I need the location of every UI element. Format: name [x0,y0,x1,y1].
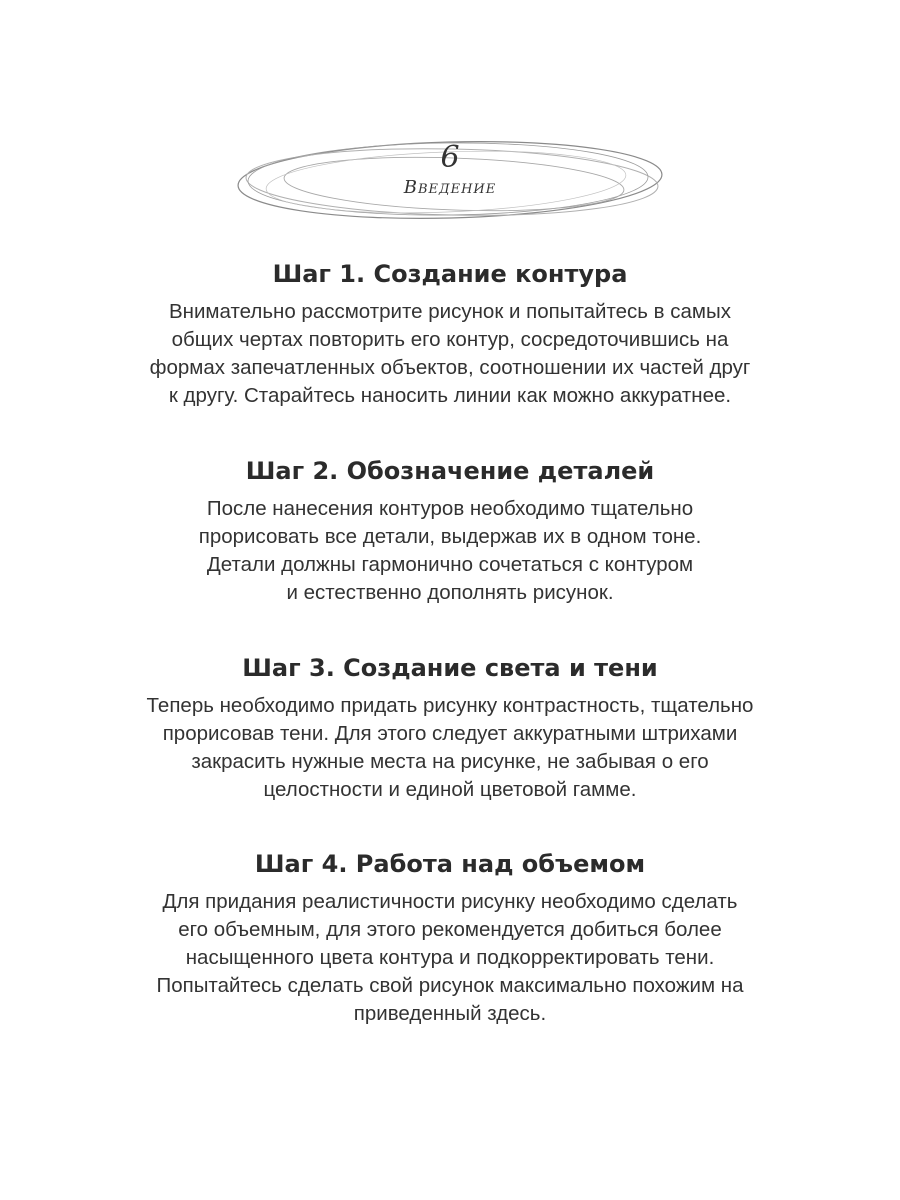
step-title: Шаг 3. Создание света и тени [242,654,658,682]
section-label: Введение [403,177,497,198]
step-text [100,298,800,410]
text-line: общих чертах повторить его контур, сосредоточившись на [171,328,729,351]
text-line: прорисовать все детали, выдержав их в одном тоне. [198,525,702,548]
step-text [100,495,800,607]
step-section [100,650,800,804]
text-line: После нанесения контуров необходимо тщательно [206,497,694,520]
text-line: и естественно дополнять рисунок. [286,581,614,604]
page-header-emblem [232,132,668,228]
step-section [100,846,800,1028]
text-line: прорисовав тени. Для этого следует аккуратными штрихами [162,722,738,745]
step-text [100,888,800,1028]
text-line: закрасить нужные места на рисунке, не забывая о его [191,750,709,773]
step-text [100,692,800,804]
text-line: приведенный здесь. [353,1002,547,1025]
step-title: Шаг 4. Работа над объемом [254,850,646,878]
text-line: его объемным, для этого рекомендуется добиться более [178,918,722,941]
step-section [100,453,800,607]
text-line: насыщенного цвета контура и подкорректировать тени. [185,946,715,969]
text-line: Для придания реалистичности рисунку необходимо сделать [162,890,738,913]
page-number: 6 [440,140,460,175]
text-line: к другу. Старайтесь наносить линии как можно аккуратнее. [168,384,732,407]
text-line: Внимательно рассмотрите рисунок и попытайтесь в самых [168,300,731,323]
text-line: Теперь необходимо придать рисунку контрастность, тщательно [146,694,754,717]
text-line: Детали должны гармонично сочетаться с контуром [206,553,694,576]
text-line: формах запечатленных объектов, соотношении их частей друг [149,356,751,379]
step-title: Шаг 1. Создание контура [272,260,628,288]
step-section [100,256,800,410]
text-line: целостности и единой цветовой гамме. [263,778,637,801]
step-title: Шаг 2. Обозначение деталей [245,457,655,485]
text-line: Попытайтесь сделать свой рисунок максимально похожим на [156,974,744,997]
